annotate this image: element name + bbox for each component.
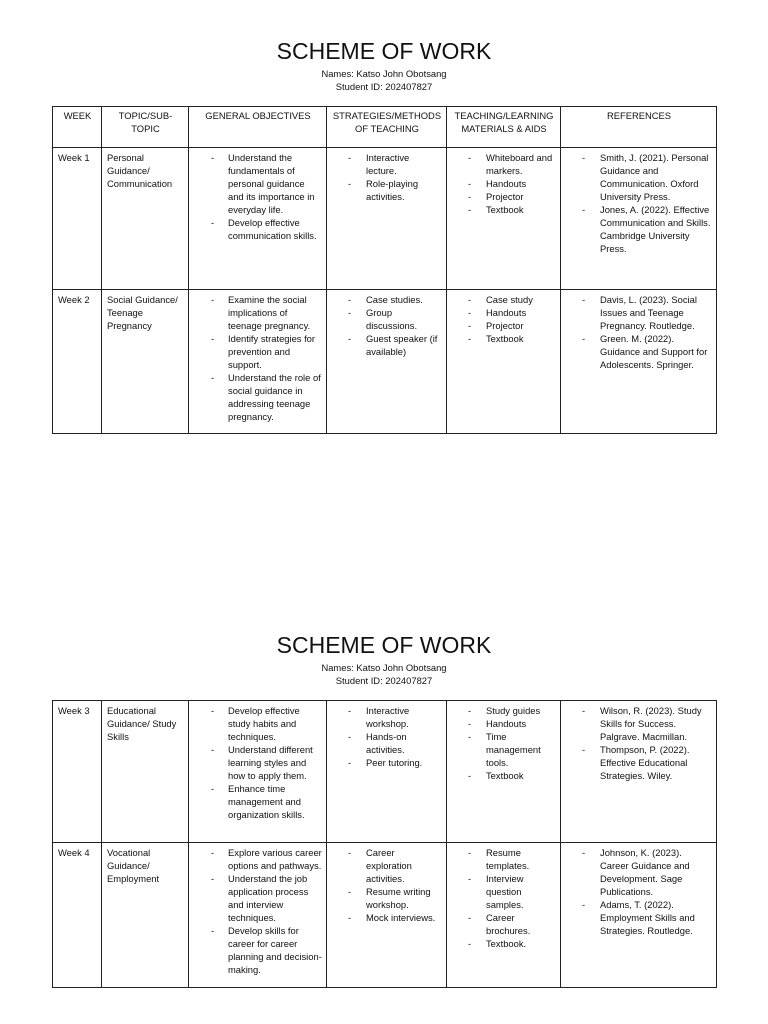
scheme-table (52, 106, 717, 434)
list-item: - Explore various career options and pathways. (194, 846, 322, 872)
references-cell (561, 843, 717, 988)
objectives-cell (189, 290, 327, 434)
student-names: Names: Katso John Obotsang (321, 662, 447, 673)
list-item: - Understand the fundamentals of personal guidance and its importance in everyday life. (194, 151, 322, 216)
table-row (53, 290, 717, 434)
student-names: Names: Katso John Obotsang (321, 68, 447, 79)
list-item: - Guest speaker (if available) (332, 332, 442, 358)
strategies-cell (327, 843, 447, 988)
strategies-cell (327, 701, 447, 843)
student-id: Student ID: 202407827 (335, 675, 433, 686)
references-cell (561, 148, 717, 290)
list-item: - Interview question samples. (452, 872, 556, 911)
topic-cell: Social Guidance/ Teenage Pregnancy (102, 290, 189, 434)
list-item: - Enhance time management and organization skills. (194, 782, 322, 821)
list-item: - Career brochures. (452, 911, 556, 937)
list-item: - Handouts (452, 717, 556, 730)
list-item: - Role-playing activities. (332, 177, 442, 203)
list-item: - Jones, A. (2022). Effective Communication and Skills. Cambridge University Press. (566, 203, 712, 255)
list-item: - Handouts (452, 177, 556, 190)
student-id: Student ID: 202407827 (335, 81, 433, 92)
week-cell: Week 2 (53, 290, 102, 434)
topic-cell: Personal Guidance/ Communication (102, 148, 189, 290)
list-item: - Time management tools. (452, 730, 556, 769)
list-item: - Green. M. (2022). Guidance and Support for Adolescents. Springer. (566, 332, 712, 371)
objectives-cell (189, 843, 327, 988)
objectives-cell (189, 148, 327, 290)
list-item: - Interactive lecture. (332, 151, 442, 177)
topic-cell: Educational Guidance/ Study Skills (102, 701, 189, 843)
list-item: - Interactive workshop. (332, 704, 442, 730)
list-item: - Thompson, P. (2022). Effective Educational Strategies. Wiley. (566, 743, 712, 782)
list-item: - Resume writing workshop. (332, 885, 442, 911)
list-item: - Peer tutoring. (332, 756, 442, 769)
references-cell (561, 701, 717, 843)
materials-cell (447, 701, 561, 843)
references-cell (561, 290, 717, 434)
week-cell: Week 3 (53, 701, 102, 843)
list-item: - Develop skills for career for career planning and decision-making. (194, 924, 322, 976)
list-item: - Understand different learning styles and how to apply them. (194, 743, 322, 782)
list-item: - Identify strategies for prevention and support. (194, 332, 322, 371)
list-item: - Develop effective communication skills. (194, 216, 322, 242)
list-item: - Understand the role of social guidance in addressing teenage pregnancy. (194, 371, 322, 423)
list-item: - Resume templates. (452, 846, 556, 872)
list-item: - Projector (452, 190, 556, 203)
header-strategies: STRATEGIES/METHODS OF TEACHING (327, 107, 447, 148)
list-item: - Mock interviews. (332, 911, 442, 924)
objectives-cell (189, 701, 327, 843)
list-item: - Whiteboard and markers. (452, 151, 556, 177)
list-item: - Textbook (452, 203, 556, 216)
scheme-table (52, 700, 717, 988)
header-objectives: GENERAL OBJECTIVES (189, 107, 327, 148)
table-row (53, 701, 717, 843)
list-item: - Textbook (452, 769, 556, 782)
list-item: - Adams, T. (2022). Employment Skills and Strategies. Routledge. (566, 898, 712, 937)
page-title: SCHEME OF WORK (276, 38, 492, 64)
page-title: SCHEME OF WORK (276, 632, 492, 658)
table-row (53, 148, 717, 290)
list-item: - Johnson, K. (2023). Career Guidance and Development. Sage Publications. (566, 846, 712, 898)
table-header-row (53, 107, 717, 148)
list-item: - Hands-on activities. (332, 730, 442, 756)
list-item: - Projector (452, 319, 556, 332)
list-item: - Textbook. (452, 937, 556, 950)
topic-cell: Vocational Guidance/ Employment (102, 843, 189, 988)
header-materials: TEACHING/LEARNING MATERIALS & AIDS (447, 107, 561, 148)
list-item: - Textbook (452, 332, 556, 345)
list-item: - Smith, J. (2021). Personal Guidance and Communication. Oxford University Press. (566, 151, 712, 203)
list-item: - Case study (452, 293, 556, 306)
strategies-cell (327, 290, 447, 434)
list-item: - Handouts (452, 306, 556, 319)
header-references: REFERENCES (561, 107, 717, 148)
strategies-cell (327, 148, 447, 290)
list-item: - Study guides (452, 704, 556, 717)
materials-cell (447, 148, 561, 290)
week-cell: Week 4 (53, 843, 102, 988)
list-item: - Group discussions. (332, 306, 442, 332)
table-row (53, 843, 717, 988)
list-item: - Understand the job application process and interview techniques. (194, 872, 322, 924)
list-item: - Case studies. (332, 293, 442, 306)
week-cell: Week 1 (53, 148, 102, 290)
materials-cell (447, 290, 561, 434)
header-topic: TOPIC/SUB-TOPIC (102, 107, 189, 148)
list-item: - Wilson, R. (2023). Study Skills for Success. Palgrave. Macmillan. (566, 704, 712, 743)
materials-cell (447, 843, 561, 988)
list-item: - Examine the social implications of teenage pregnancy. (194, 293, 322, 332)
list-item: - Davis, L. (2023). Social Issues and Teenage Pregnancy. Routledge. (566, 293, 712, 332)
list-item: - Develop effective study habits and techniques. (194, 704, 322, 743)
list-item: - Career exploration activities. (332, 846, 442, 885)
header-week: WEEK (53, 107, 102, 148)
